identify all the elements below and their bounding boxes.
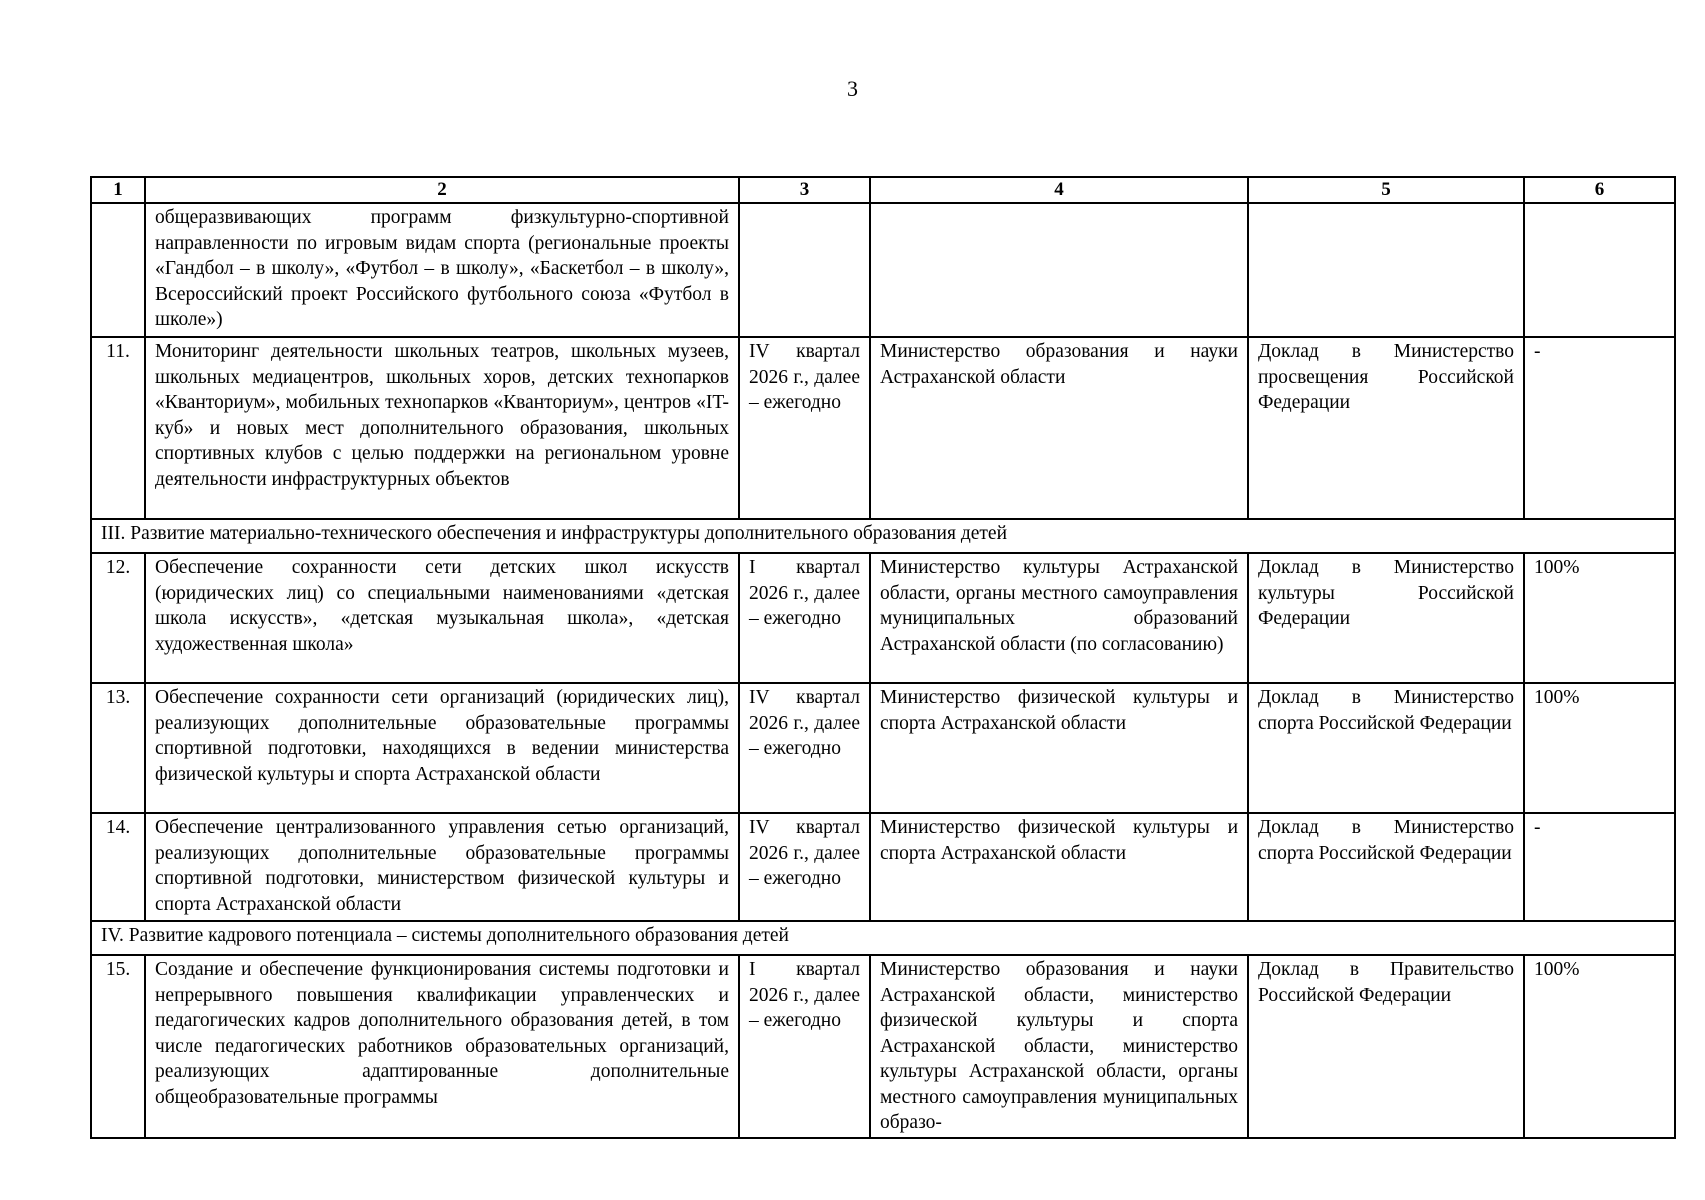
responsible-cell: Министерство образования и науки Астраханской области, министерство физической культуры и спорта Астраханской области, министерство культуры Астраханской области, органы местного самоуправления муниципальных образо- (870, 955, 1248, 1138)
value-cell: 100% (1524, 553, 1675, 683)
table-row-13 (91, 683, 1675, 813)
activity-cell: Обеспечение сохранности сети организаций (юридических лиц), реализующих дополнительные образовательные программы спортивной подготовки, находящихся в ведении министерства физической культуры и спорта Астраханской области (145, 683, 739, 813)
page-number: 3 (847, 76, 858, 101)
value-cell (1524, 203, 1675, 337)
result-cell: Доклад в Министерство спорта Российской Федерации (1248, 813, 1524, 921)
responsible-cell (870, 203, 1248, 337)
activity-cell: Создание и обеспечение функционирования системы подготовки и непрерывного повышения квалификации управленческих и педагогических кадров дополнительного образования детей, в том числе педагогических работников образовательных организаций, реализующих адаптированные дополнительные общеобразовательные программы (145, 955, 739, 1138)
deadline-cell: I квартал 2026 г., далее – ежегодно (739, 553, 870, 683)
deadline-cell (739, 203, 870, 337)
column-number-1: 1 (91, 177, 145, 203)
value-cell: - (1524, 337, 1675, 519)
responsible-cell: Министерство физической культуры и спорта Астраханской области (870, 813, 1248, 921)
deadline-cell: IV квартал 2026 г., далее – ежегодно (739, 683, 870, 813)
deadline-cell: IV квартал 2026 г., далее – ежегодно (739, 813, 870, 921)
table-row-14 (91, 813, 1675, 921)
result-cell: Доклад в Правительство Российской Федерации (1248, 955, 1524, 1138)
table-row-continuation (91, 203, 1675, 337)
result-cell: Доклад в Министерство просвещения Российской Федерации (1248, 337, 1524, 519)
value-cell: 100% (1524, 683, 1675, 813)
responsible-cell: Министерство культуры Астраханской области, органы местного самоуправления муниципальных образований Астраханской области (по согласованию) (870, 553, 1248, 683)
row-number: 15. (91, 955, 145, 1138)
row-number: 13. (91, 683, 145, 813)
column-number-6: 6 (1524, 177, 1675, 203)
result-cell (1248, 203, 1524, 337)
responsible-cell: Министерство образования и науки Астраханской области (870, 337, 1248, 519)
row-number: 11. (91, 337, 145, 519)
activity-cell: Обеспечение сохранности сети детских школ искусств (юридических лиц) со специальными наименованиями «детская школа искусств», «детская музыкальная школа», «детская художественная школа» (145, 553, 739, 683)
row-number (91, 203, 145, 337)
activity-cell: Обеспечение централизованного управления сетью организаций, реализующих дополнительные образовательные программы спортивной подготовки, министерством физической культуры и спорта Астраханской области (145, 813, 739, 921)
action-plan-table (90, 176, 1676, 1139)
result-cell: Доклад в Министерство спорта Российской Федерации (1248, 683, 1524, 813)
table-row-11 (91, 337, 1675, 519)
row-number: 14. (91, 813, 145, 921)
row-number: 12. (91, 553, 145, 683)
section-heading-row-3 (91, 519, 1675, 553)
value-cell: 100% (1524, 955, 1675, 1138)
section-heading: III. Развитие материально-технического обеспечения и инфраструктуры дополнительного образования детей (91, 519, 1675, 553)
deadline-cell: I квартал 2026 г., далее – ежегодно (739, 955, 870, 1138)
column-number-4: 4 (870, 177, 1248, 203)
table-row-15 (91, 955, 1675, 1138)
column-number-5: 5 (1248, 177, 1524, 203)
section-heading-row-4 (91, 921, 1675, 955)
activity-cell: Мониторинг деятельности школьных театров, школьных музеев, школьных медиацентров, школьных хоров, детских технопарков «Кванториум», мобильных технопарков «Кванториум», центров «IT-куб» и новых мест дополнительного образования, школьных спортивных клубов с целью поддержки на региональном уровне деятельности инфраструктурных объектов (145, 337, 739, 519)
section-heading: IV. Развитие кадрового потенциала – системы дополнительного образования детей (91, 921, 1675, 955)
column-number-row (91, 177, 1675, 203)
activity-cell: общеразвивающих программ физкультурно-спортивной направленности по игровым видам спорта (региональные проекты «Гандбол – в школу», «Футбол – в школу», «Баскетбол – в школу», Всероссийский проект Российского футбольного союза «Футбол в школе») (145, 203, 739, 337)
result-cell: Доклад в Министерство культуры Российской Федерации (1248, 553, 1524, 683)
table-row-12 (91, 553, 1675, 683)
deadline-cell: IV квартал 2026 г., далее – ежегодно (739, 337, 870, 519)
column-number-2: 2 (145, 177, 739, 203)
responsible-cell: Министерство физической культуры и спорта Астраханской области (870, 683, 1248, 813)
value-cell: - (1524, 813, 1675, 921)
column-number-3: 3 (739, 177, 870, 203)
